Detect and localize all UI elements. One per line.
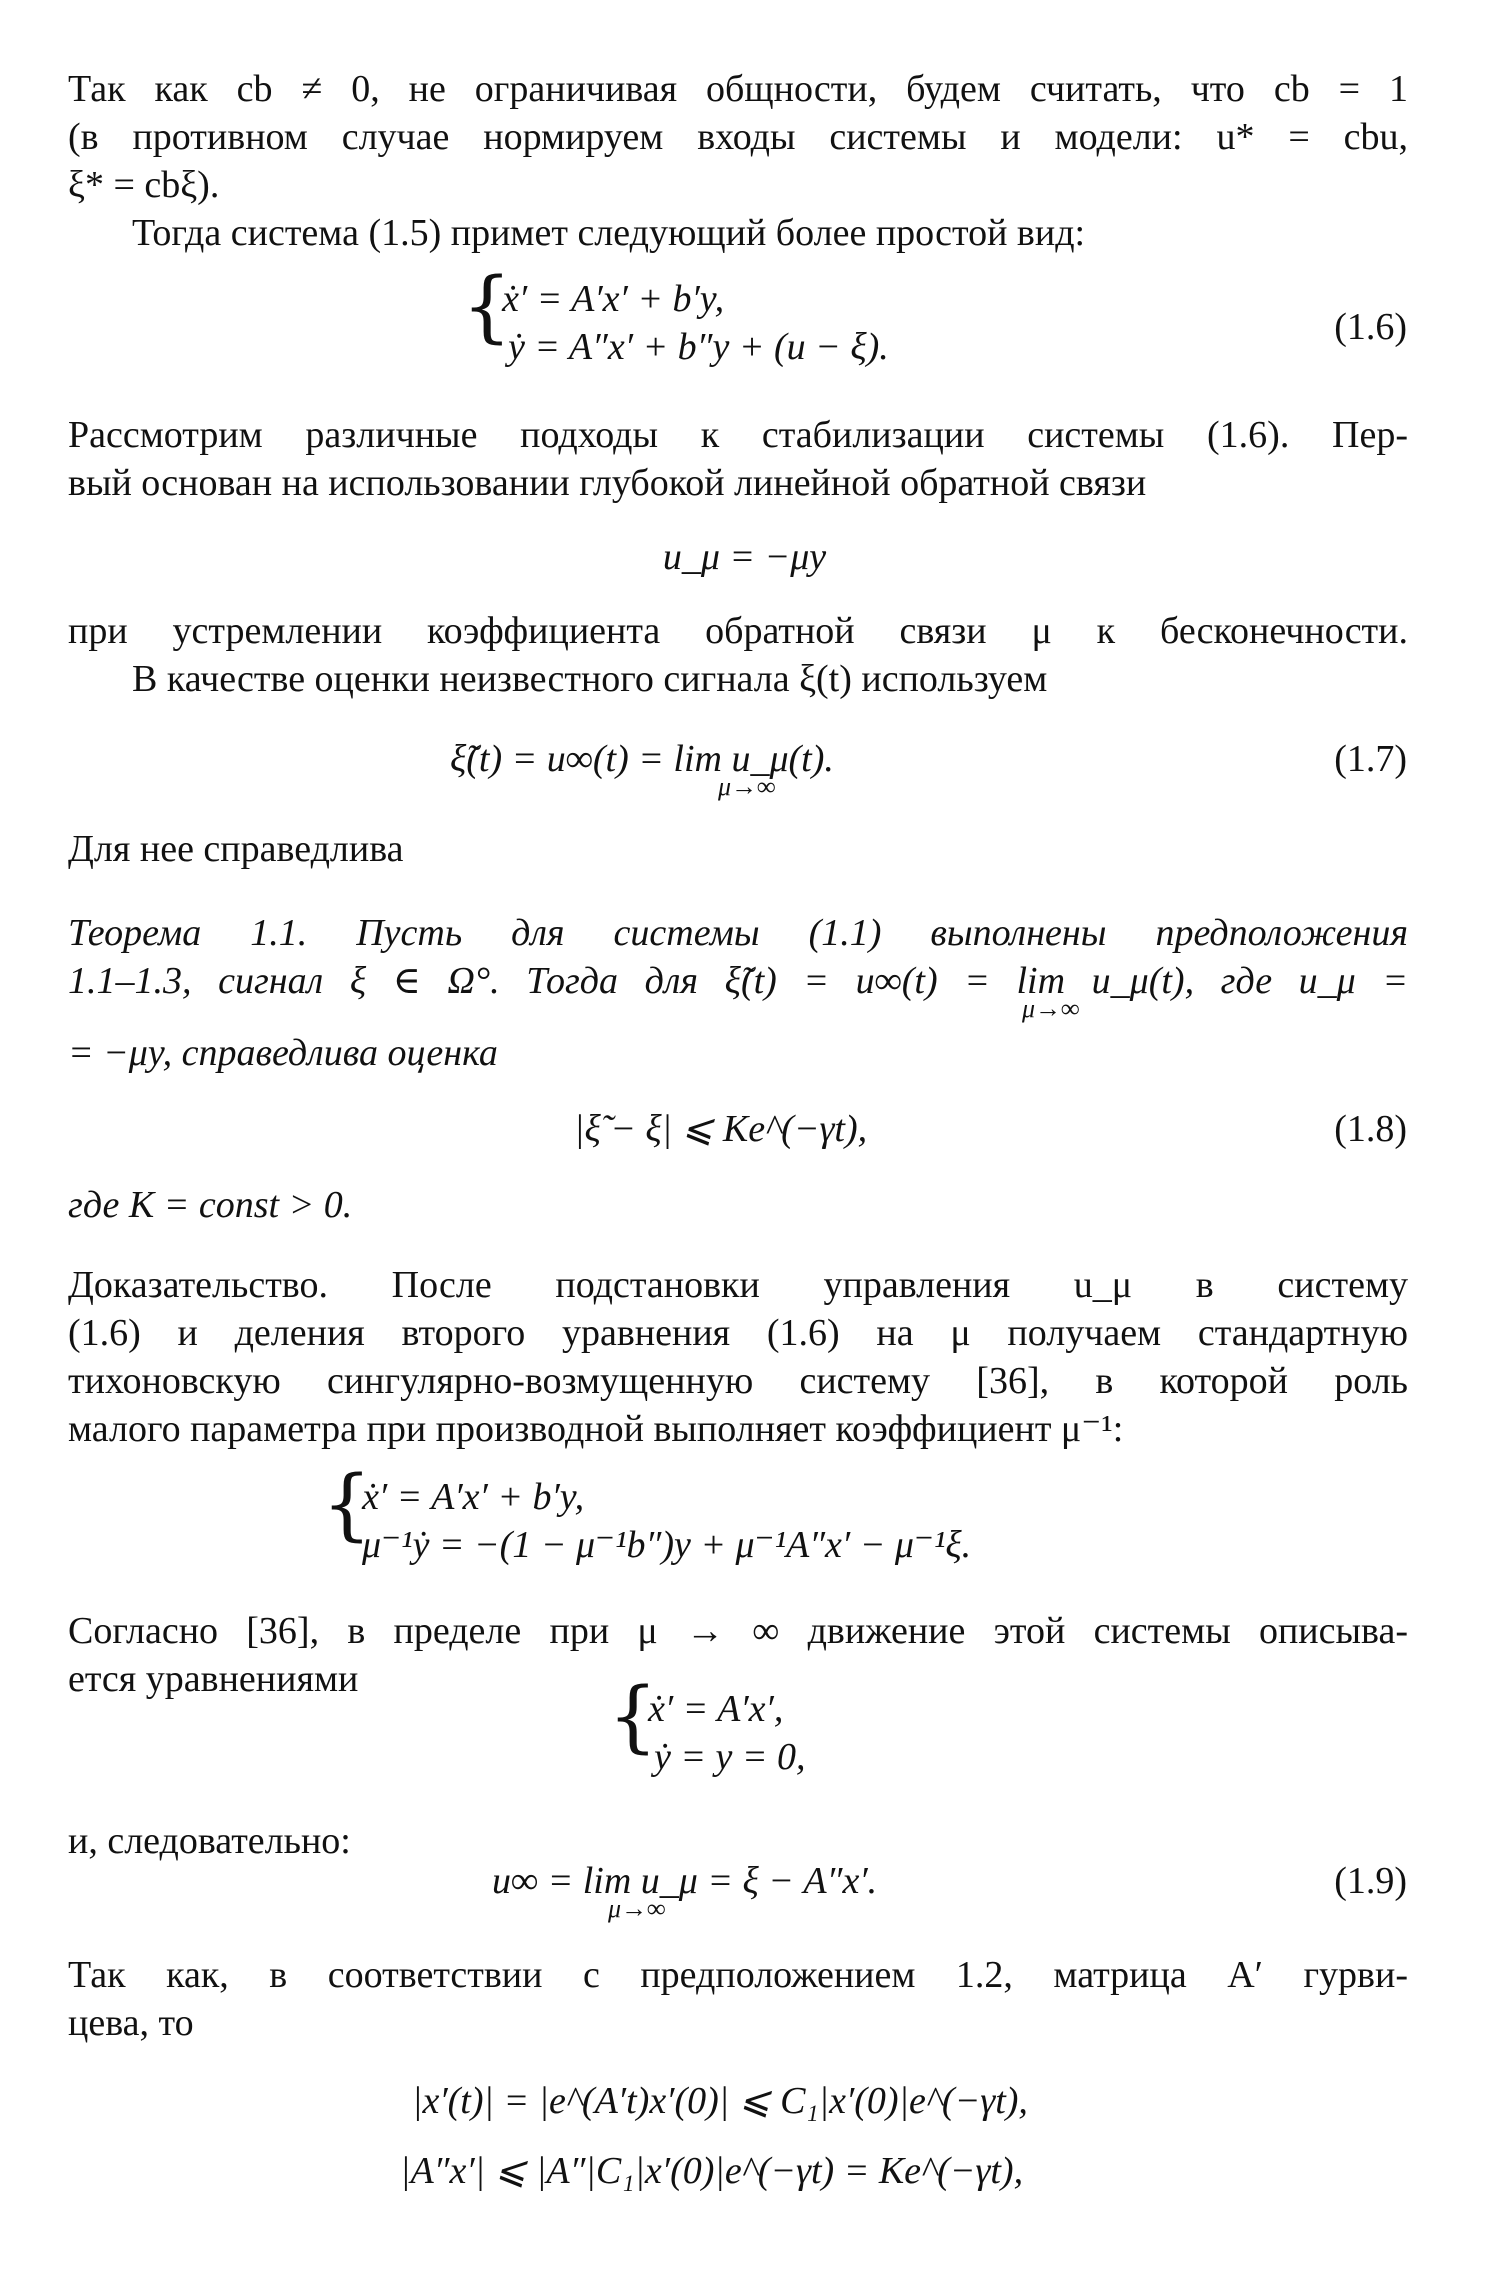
paragraph-line: Тогда система (1.5) примет следующий более простой вид:	[132, 212, 1086, 254]
proof-line: тихоновскую сингулярно-возмущенную систему [36], в которой роль	[68, 1360, 1408, 1402]
paragraph-line: Согласно [36], в пределе при μ → ∞ движение этой системы описыва-	[68, 1610, 1408, 1652]
equation-number: (1.9)	[1334, 1860, 1407, 1902]
paragraph-line: Рассмотрим различные подходы к стабилизации системы (1.6). Пер-	[68, 414, 1408, 456]
proof-line: (1.6) и деления второго уравнения (1.6) на μ получаем стандартную	[68, 1312, 1408, 1354]
paragraph-line: ется уравнениями	[68, 1658, 359, 1700]
equation-row: |A″x′| ⩽ |A″|C₁|x′(0)|e^(−γt) = Ke^(−γt),	[400, 2150, 1024, 2192]
equation-number: (1.8)	[1334, 1108, 1407, 1150]
proof-line: Доказательство. После подстановки управления u_μ в систему	[68, 1264, 1408, 1306]
paragraph-line: вый основан на использовании глубокой линейной обратной связи	[68, 462, 1147, 504]
equation-row: |x′(t)| = |e^(A′t)x′(0)| ⩽ C₁|x′(0)|e^(−γt),	[412, 2080, 1028, 2122]
left-brace-icon: {	[322, 1460, 372, 1550]
limit-subscript: μ→∞	[718, 772, 776, 801]
equation: ξ̃(t) = u∞(t) = lim u_μ(t).	[450, 738, 834, 780]
equation-row: ẋ′ = A′x′ + b′y,	[362, 1476, 585, 1518]
equation: |ξ̃ − ξ| ⩽ Ke^(−γt),	[574, 1108, 868, 1150]
left-brace-icon: {	[462, 262, 512, 352]
paragraph-line: ξ* = cbξ).	[68, 164, 220, 206]
theorem-line: Теорема 1.1. Пусть для системы (1.1) выполнены предположения	[68, 912, 1408, 954]
equation-number: (1.7)	[1334, 738, 1407, 780]
limit-subscript: μ→∞	[1022, 994, 1080, 1023]
equation: u∞ = lim u_μ = ξ − A″x′.	[492, 1860, 878, 1902]
paragraph-line: Так как, в соответствии с предположением 1.2, матрица A′ гурви-	[68, 1954, 1408, 1996]
paragraph-line: (в противном случае нормируем входы системы и модели: u* = cbu,	[68, 116, 1408, 158]
paragraph-line: В качестве оценки неизвестного сигнала ξ(t) используем	[132, 658, 1048, 700]
equation-row: ẏ = A″x′ + b″y + (u − ξ).	[508, 326, 889, 368]
equation-row: ẏ = y = 0,	[654, 1736, 806, 1778]
paragraph-line: Так как cb ≠ 0, не ограничивая общности, будем считать, что cb = 1	[68, 68, 1408, 110]
paragraph-line: цева, то	[68, 2002, 194, 2044]
equation-row: μ⁻¹ẏ = −(1 − μ⁻¹b″)y + μ⁻¹A″x′ − μ⁻¹ξ.	[362, 1524, 972, 1566]
equation-row: ẋ′ = A′x′ + b′y,	[502, 278, 725, 320]
proof-line: малого параметра при производной выполняет коэффициент μ⁻¹:	[68, 1408, 1124, 1450]
equation: u_μ = −μy	[662, 536, 827, 578]
equation-row: ẋ′ = A′x′,	[648, 1688, 784, 1730]
paragraph-line: при устремлении коэффициента обратной связи μ к бесконечности.	[68, 610, 1408, 652]
limit-subscript: μ→∞	[608, 1894, 666, 1923]
paragraph-line: где K = const > 0.	[68, 1184, 353, 1226]
paragraph-line: и, следовательно:	[68, 1820, 351, 1862]
theorem-line: 1.1–1.3, сигнал ξ ∈ Ω°. Тогда для ξ̃(t) = u∞(t) = lim u_μ(t), где u_μ =	[68, 960, 1408, 1002]
equation-number: (1.6)	[1334, 306, 1407, 348]
paragraph-line: Для нее справедлива	[68, 828, 404, 870]
left-brace-icon: {	[608, 1672, 658, 1762]
theorem-line: = −μy, справедлива оценка	[68, 1032, 498, 1074]
